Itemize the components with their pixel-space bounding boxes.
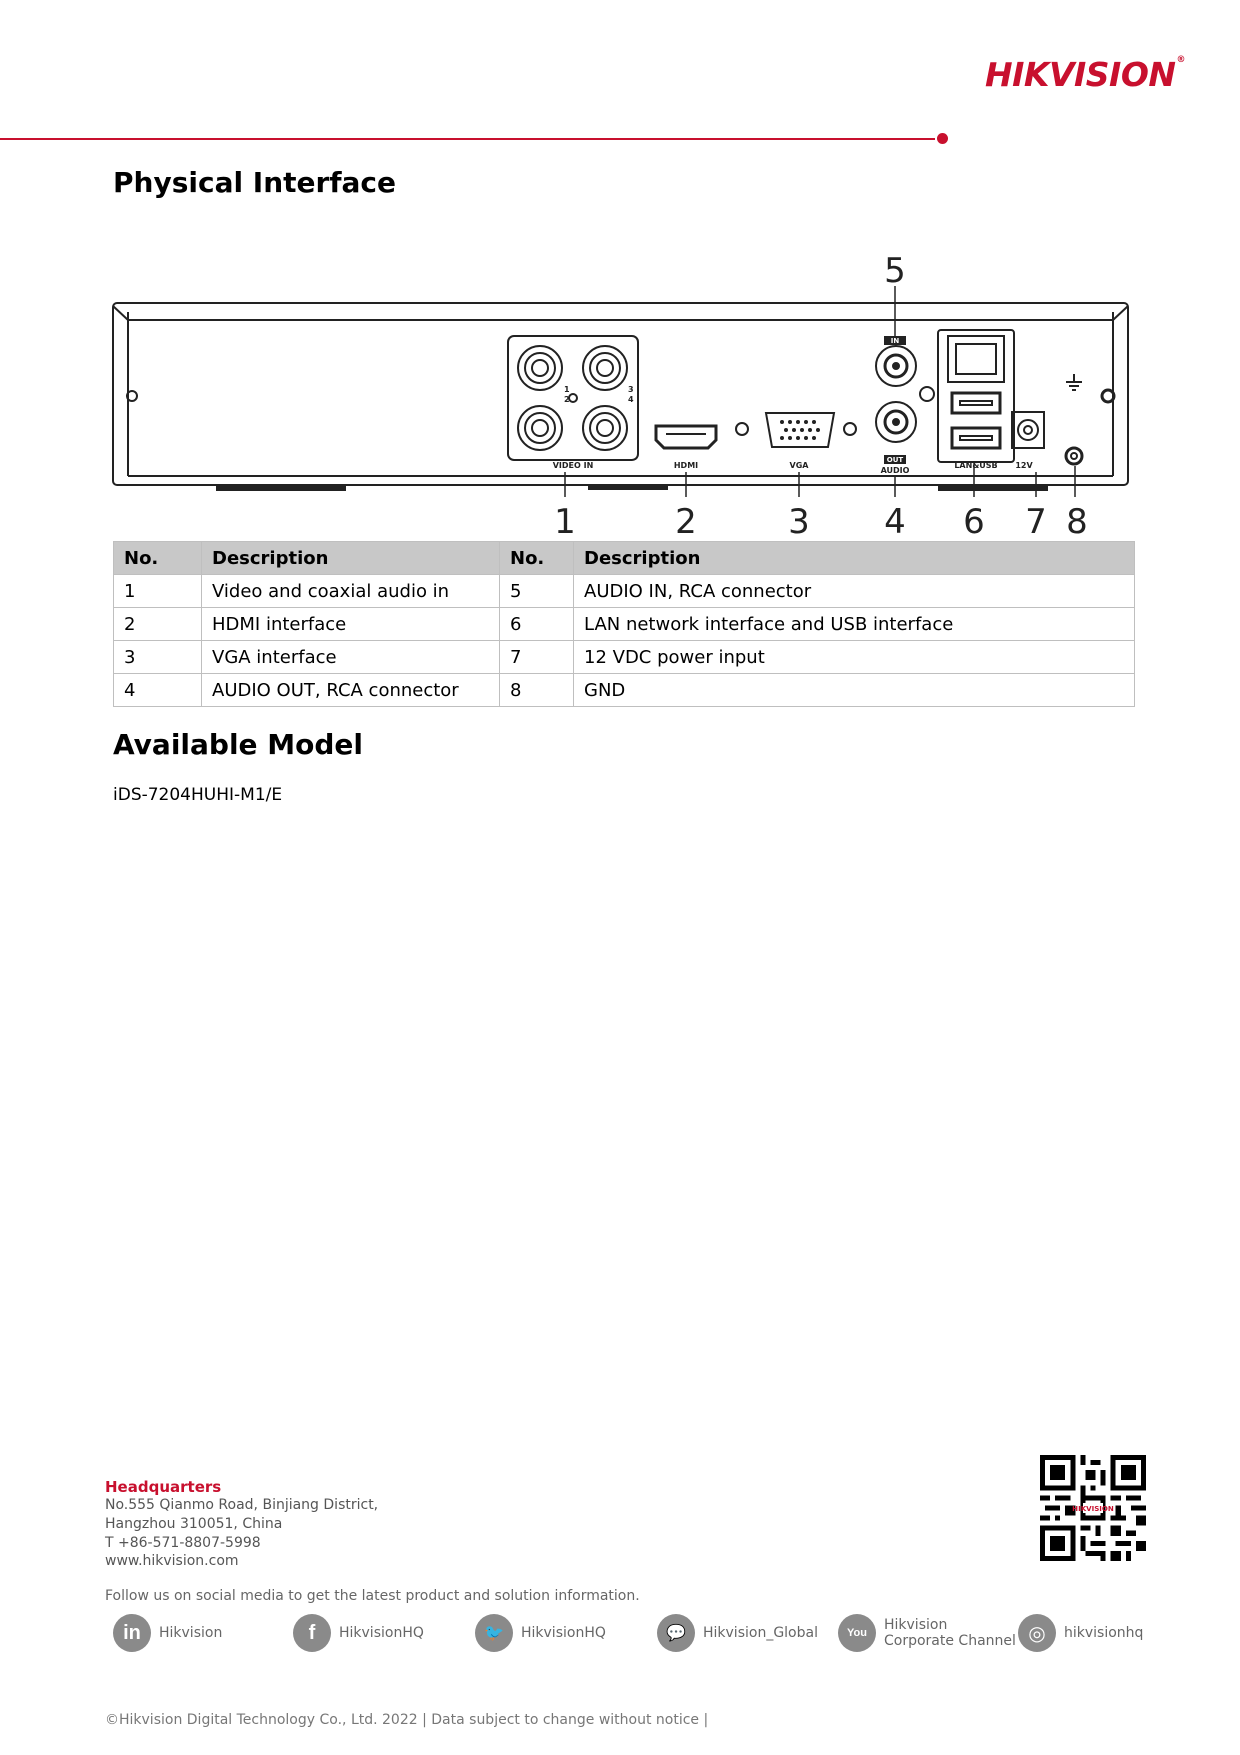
bnc-connector-3	[583, 346, 627, 390]
hq-phone: T +86-571-8807-5998	[105, 1535, 261, 1551]
callout-7: 7	[1025, 502, 1047, 540]
callout-1: 1	[554, 502, 576, 540]
social-linkedin[interactable]	[113, 1612, 222, 1654]
wechat-icon: 💬	[657, 1614, 695, 1652]
bnc-connector-1	[518, 346, 562, 390]
label-audio: AUDIO	[880, 466, 910, 475]
table-cell: 12 VDC power input	[574, 641, 1135, 674]
header-divider	[0, 138, 935, 140]
qr-logo: HIKVISION	[1072, 1504, 1114, 1514]
audio-in-rca	[876, 346, 916, 386]
label-audio-out: OUT	[886, 456, 904, 464]
table-cell: 5	[500, 575, 574, 608]
table-row	[114, 641, 1135, 674]
bnc-label-4: 4	[628, 395, 634, 404]
table-header: No.	[500, 542, 574, 575]
hikvision-logo: HIKVISION®	[985, 55, 1186, 94]
table-cell: 2	[114, 608, 202, 641]
hq-address-line: No.555 Qianmo Road, Binjiang District,	[105, 1497, 379, 1513]
callout-8: 8	[1066, 502, 1088, 540]
callout-4: 4	[884, 502, 906, 540]
social-youtube[interactable]	[838, 1612, 1016, 1654]
social-label: Hikvision Corporate Channel	[884, 1617, 1016, 1649]
audio-out-rca	[876, 402, 916, 442]
model-number: iDS-7204HUHI-M1/E	[113, 785, 283, 805]
interface-table	[113, 541, 1135, 707]
callout-6: 6	[963, 502, 985, 540]
hq-title: Headquarters	[105, 1478, 222, 1496]
lan-usb-block	[938, 330, 1014, 462]
label-vga: VGA	[789, 461, 809, 470]
table-cell: GND	[574, 674, 1135, 707]
table-cell: Video and coaxial audio in	[202, 575, 500, 608]
table-cell: 6	[500, 608, 574, 641]
social-label: Hikvision_Global	[703, 1625, 818, 1641]
table-row	[114, 575, 1135, 608]
linkedin-icon: in	[113, 1614, 151, 1652]
hdmi-port	[656, 426, 716, 448]
social-twitter[interactable]	[475, 1612, 606, 1654]
label-audio-in: IN	[890, 337, 900, 345]
table-row	[114, 674, 1135, 707]
power-jack	[1012, 412, 1044, 448]
callout-2: 2	[675, 502, 697, 540]
gnd-terminal	[1066, 374, 1082, 464]
bnc-connector-2	[518, 406, 562, 450]
table-cell: 8	[500, 674, 574, 707]
callout-3: 3	[788, 502, 810, 540]
table-cell: LAN network interface and USB interface	[574, 608, 1135, 641]
copyright-notice: ©Hikvision Digital Technology Co., Ltd. 2022 | Data subject to change without notice |	[105, 1712, 709, 1728]
hq-address-line: Hangzhou 310051, China	[105, 1516, 283, 1532]
table-header-row	[114, 542, 1135, 575]
social-facebook[interactable]	[293, 1612, 424, 1654]
youtube-icon: You	[838, 1614, 876, 1652]
callout-5: 5	[884, 251, 906, 291]
label-video-in: VIDEO IN	[552, 461, 594, 470]
table-cell: 1	[114, 575, 202, 608]
table-row	[114, 608, 1135, 641]
table-header: Description	[574, 542, 1135, 575]
bnc-label-3: 3	[628, 385, 634, 394]
qr-code	[1040, 1455, 1146, 1561]
label-lan-usb: LAN&USB	[954, 461, 998, 470]
section-title-physical-interface: Physical Interface	[113, 166, 397, 199]
table-cell: AUDIO OUT, RCA connector	[202, 674, 500, 707]
social-wechat[interactable]	[657, 1612, 818, 1654]
facebook-icon: f	[293, 1614, 331, 1652]
table-cell: HDMI interface	[202, 608, 500, 641]
table-header: Description	[202, 542, 500, 575]
label-hdmi: HDMI	[673, 461, 699, 470]
table-cell: 4	[114, 674, 202, 707]
twitter-icon: 🐦	[475, 1614, 513, 1652]
table-header: No.	[114, 542, 202, 575]
social-label: HikvisionHQ	[339, 1625, 424, 1641]
bnc-label-2: 2	[564, 395, 570, 404]
table-cell: VGA interface	[202, 641, 500, 674]
rear-panel-diagram	[108, 250, 1138, 540]
label-12v: 12V	[1015, 461, 1033, 470]
table-cell: 7	[500, 641, 574, 674]
header-divider-dot	[937, 133, 948, 144]
vga-port	[736, 413, 856, 447]
instagram-icon: ◎	[1018, 1614, 1056, 1652]
table-cell: AUDIO IN, RCA connector	[574, 575, 1135, 608]
section-title-available-model: Available Model	[113, 728, 364, 761]
social-follow-text: Follow us on social media to get the latest product and solution information.	[105, 1588, 640, 1604]
social-label: HikvisionHQ	[521, 1625, 606, 1641]
bnc-connector-4	[583, 406, 627, 450]
bnc-label-1: 1	[564, 385, 570, 394]
social-instagram[interactable]	[1018, 1612, 1143, 1654]
social-label: Hikvision	[159, 1625, 223, 1641]
hq-website-link[interactable]: www.hikvision.com	[105, 1553, 239, 1569]
bnc-video-in-group	[508, 336, 638, 460]
audio-rca-ports	[876, 346, 934, 442]
table-cell: 3	[114, 641, 202, 674]
social-label: hikvisionhq	[1064, 1625, 1144, 1641]
